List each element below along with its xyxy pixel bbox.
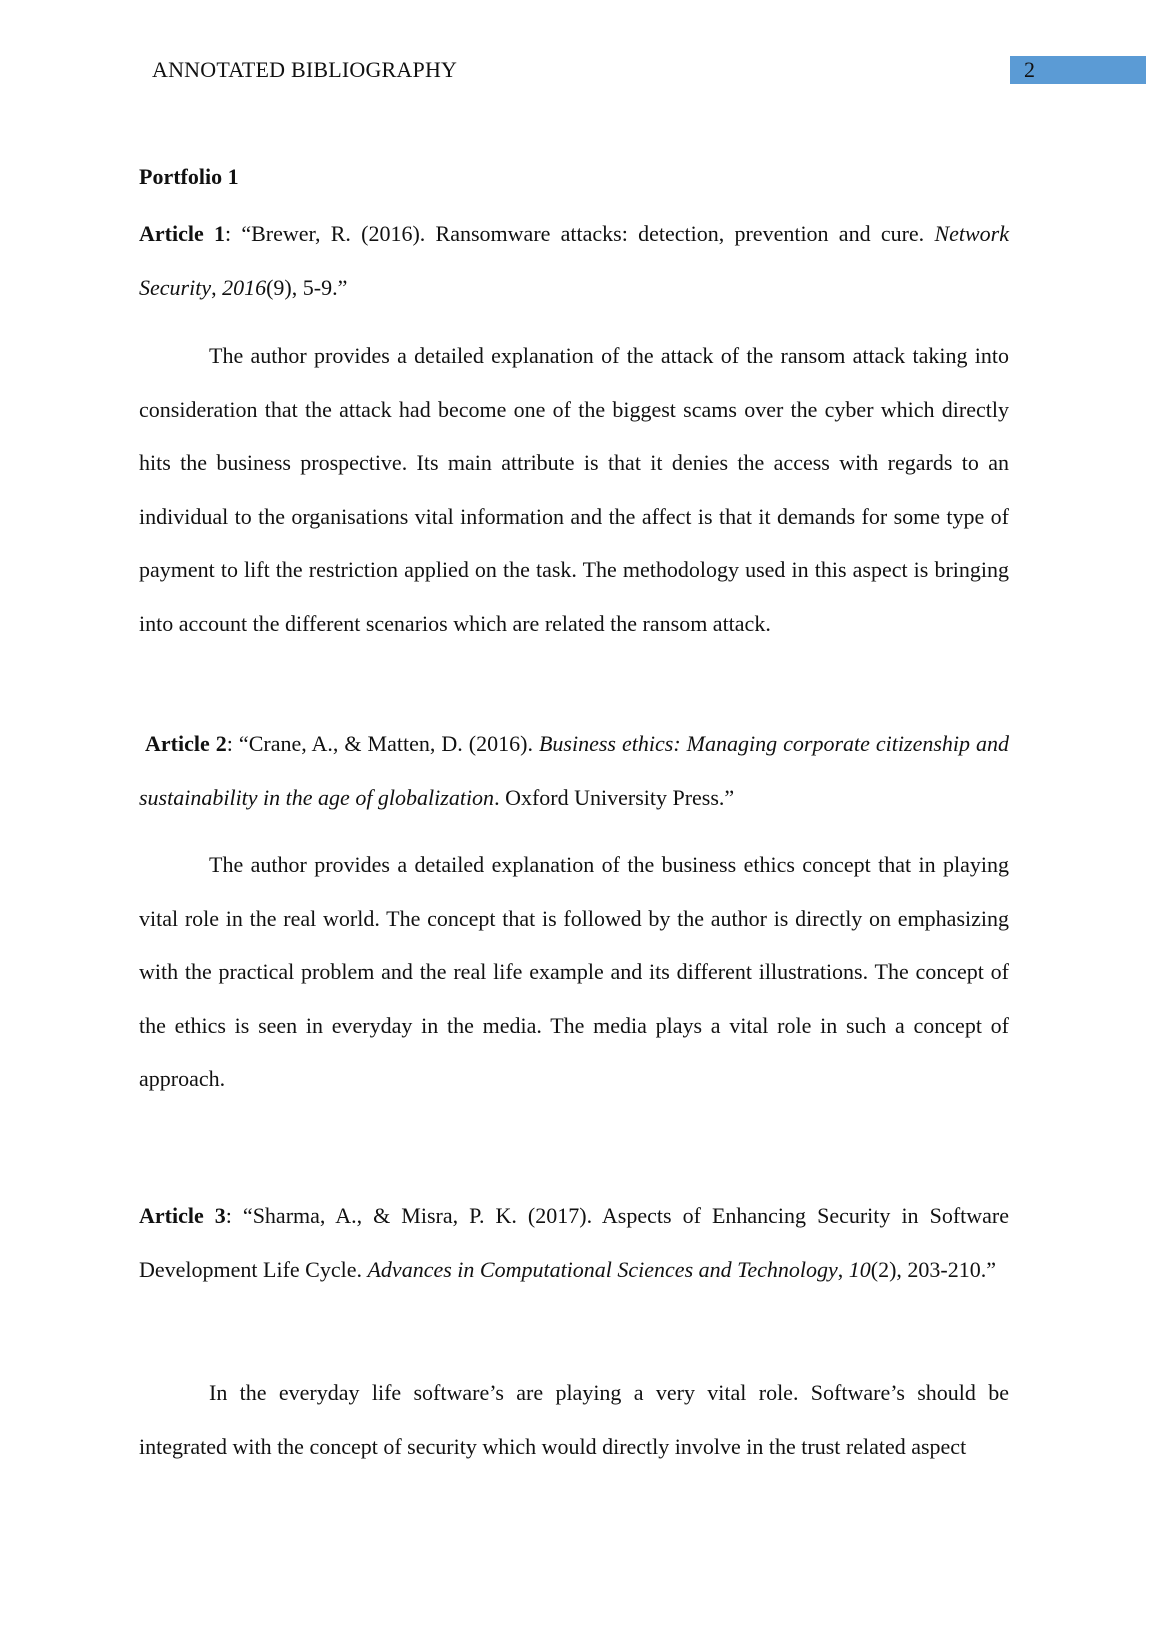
citation-sep: , <box>837 1256 849 1282</box>
article-label: Article 2 <box>145 731 227 756</box>
article-label: Article 3 <box>139 1203 226 1228</box>
book-title: Business ethics: Managing corporate citizenship and sustainability in the age of globalization <box>139 731 1010 810</box>
page-number: 2 <box>1024 57 1035 82</box>
article-1-citation <box>139 207 1009 314</box>
journal-name: Advances in Computational Sciences and Technology <box>367 1256 838 1282</box>
header-title: ANNOTATED BIBLIOGRAPHY <box>152 57 458 82</box>
citation-sep: , <box>211 274 223 300</box>
article-3-citation <box>139 1189 1009 1296</box>
portfolio-heading: Portfolio 1 <box>139 164 239 189</box>
article-3-annotation: In the everyday life software’s are playing a very vital role. Software’s should be integrated with the concept of security which would directly involve in the trust related aspect <box>139 1380 1009 1459</box>
citation-text: : “Sharma, A., & Misra, P. K. (2017). Aspects of Enhancing Security in Software Development Life Cycle. <box>139 1203 1010 1282</box>
article-2-citation <box>139 717 1009 824</box>
article-label: Article 1 <box>139 221 225 246</box>
citation-publisher: . Oxford University Press.” <box>494 784 735 810</box>
page-number-box <box>1010 56 1146 84</box>
citation-issue-pages: (2), 203-210.” <box>870 1256 997 1282</box>
journal-volume: 2016 <box>222 274 267 300</box>
article-2-annotation: The author provides a detailed explanation of the business ethics concept that in playing vital role in the real world. The concept that is followed by the author is directly on emphasizing with the practical problem and the real life example and its different illustrations. The concept of the ethics is seen in everyday in the media. The media plays a vital role in such a concept of approach. <box>139 852 1009 1091</box>
journal-name: Network Security <box>139 221 1009 300</box>
article-1-annotation: The author provides a detailed explanation of the attack of the ransom attack taking into consideration that the attack had become one of the biggest scams over the cyber which directly hits the business prospective. Its main attribute is that it denies the access with regards to an individual to the organisations vital information and the affect is that it demands for some type of payment to lift the restriction applied on the task. The methodology used in this aspect is bringing into account the different scenarios which are related the ransom attack. <box>139 343 1009 636</box>
journal-volume: 10 <box>848 1256 871 1282</box>
citation-text: : “Brewer, R. (2016). Ransomware attacks: detection, prevention and cure. <box>224 221 935 246</box>
citation-text: : “Crane, A., & Matten, D. (2016). <box>226 731 539 756</box>
citation-issue-pages: (9), 5-9.” <box>266 274 348 300</box>
